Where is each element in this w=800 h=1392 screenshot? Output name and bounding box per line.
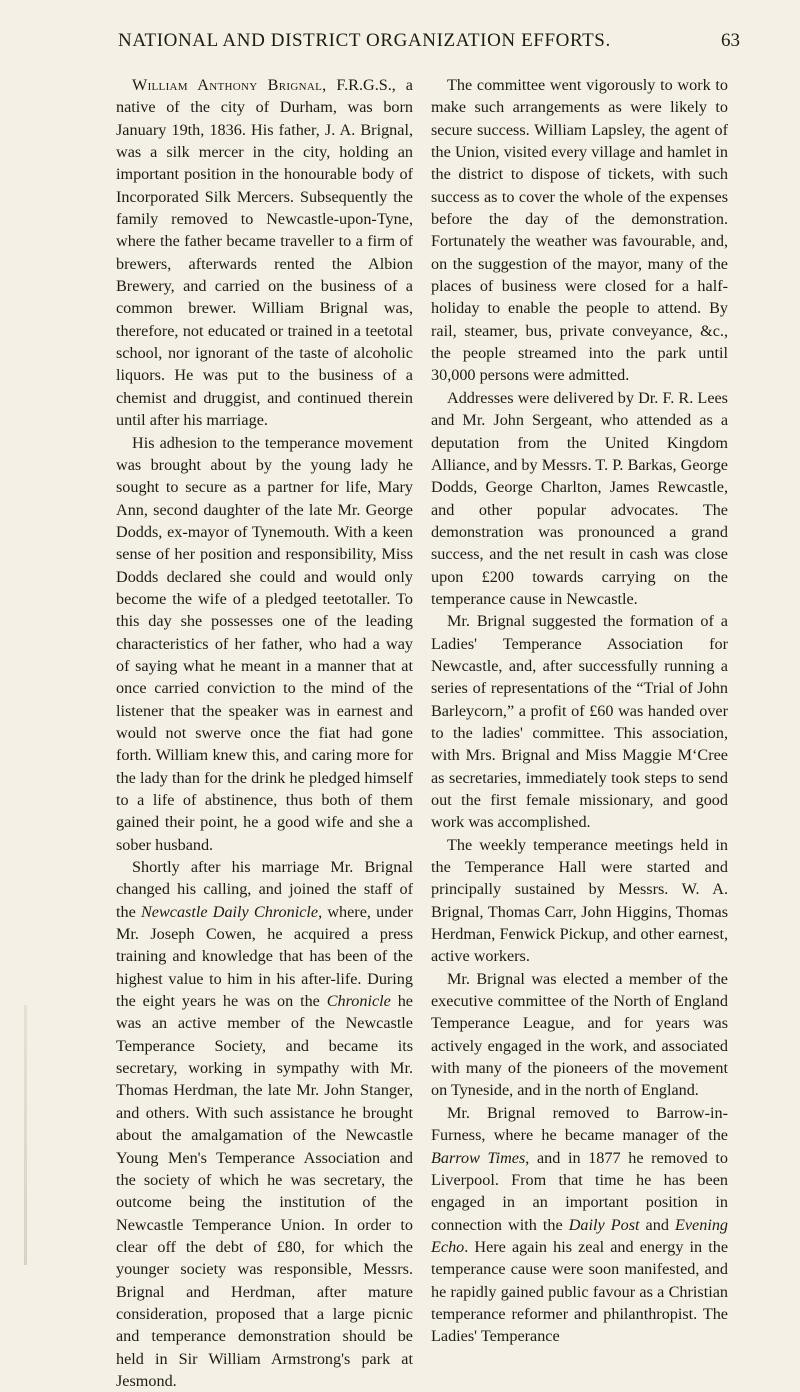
running-title: NATIONAL AND DISTRICT ORGANIZATION EFFORTS.: [118, 30, 611, 51]
paragraph-text: , where, under Mr. Joseph Cowen, he acquired a press training and knowledge that has been of the highest value to him in his after-life. During the eight years he was on the: [116, 902, 413, 1011]
page-number: 63: [721, 30, 740, 51]
paragraph-text: , and in 1877 he removed to Liverpool. From that time he has been engaged in an important position in connection with the: [431, 1148, 729, 1234]
paragraph-text: F.R.G.S., a native of the city of Durham, was born January 19th, 1836. His father, J. A. Brignal, was a silk mercer in the city, holding an important position in the honourable body of Incorporated Silk Mercers. Subsequently the family removed to Newcastle-upon-Tyne, where the father became traveller to a firm of brewers, afterwards rented the Albion Brewery, and carried on the business of a common brewer. William Brignal was, therefore, not educated or trained in a teetotal school, nor ignorant of the taste of alcoholic liquors. He was put to the business of a chemist and druggist, and continued therein until after his marriage.: [116, 76, 413, 430]
paragraph-text: Shortly after his marriage Mr. Brignal changed his calling, and joined the staff of the: [116, 858, 413, 921]
paragraph: [116, 856, 413, 1392]
paragraph-text: and: [639, 1215, 675, 1234]
paragraph: Mr. Brignal was elected a member of the executive committee of the North of England Temperance League, and for years was actively engaged in the work, and associated with many of the pioneers of the movement on Tyneside, and in the north of England.: [431, 969, 728, 1100]
paragraph: [116, 74, 413, 432]
paragraph: Addresses were delivered by Dr. F. R. Lees and Mr. John Sergeant, who attended as a deputation from the United Kingdom Alliance, and by Messrs. T. P. Barkas, George Dodds, George Charlton, James Rewcastle, and other popular advocates. The demonstration was pronounced a grand success, and the net result in cash was close upon £200 towards carrying on the temperance cause in Newcastle.: [431, 388, 728, 608]
running-header: [118, 30, 740, 64]
page-edge-shadow: [24, 1005, 27, 1265]
left-column: [116, 74, 413, 1392]
newspaper-title: Newcastle Daily Chronicle: [141, 902, 319, 921]
paragraph: The weekly temperance meetings held in the Temperance Hall were started and principally sustained by Messrs. W. A. Brignal, Thomas Carr, John Higgins, Thomas Herdman, Fenwick Pickup, and other earnest, active workers.: [431, 835, 728, 966]
paragraph-text: Mr. Brignal removed to Barrow-in-Furness, where he became manager of the: [431, 1103, 728, 1145]
newspaper-title: Chronicle: [326, 992, 391, 1011]
paragraph: The committee went vigorously to work to make such arrangements as were likely to secure success. William Lapsley, the agent of the Union, visited every village and hamlet in the district to dispose of tickets, with such success as to cover the whole of the expenses before the day of the demonstration. Fortunately the weather was favourable, and, on the suggestion of the mayor, many of the places of business were closed for a half-holiday to enable the people to attend. By rail, steamer, bus, private conveyance, &c., the people streamed into the park until 30,000 persons were admitted.: [431, 76, 728, 385]
newspaper-title: Evening Echo: [431, 1215, 729, 1256]
right-column: [431, 74, 728, 1348]
paragraph: His adhesion to the temperance movement was brought about by the young lady he sought to secure as a partner for life, Mary Ann, second daughter of the late Mr. George Dodds, ex-mayor of Tynemouth. With a keen sense of her position and responsibility, Miss Dodds declared she could and would only become the wife of a pledged teetotaller. To this day she possesses one of the leading characteristics of her father, who had a way of saying what he meant in a manner that at once carried conviction to the mind of the listener that the speaker was in earnest and would not swerve once the fiat had gone forth. William knew this, and caring more for the lady than for the drink he pledged himself to a life of abstinence, thus both of them gained their point, he a good wife and she a sober husband.: [116, 433, 413, 854]
paragraph: Mr. Brignal suggested the formation of a Ladies' Temperance Association for Newcastle, and, after successfully running a series of representations of the “Trial of John Barleycorn,” a profit of £60 was handed over to the ladies' committee. This association, with Mrs. Brignal and Miss Maggie M‘Cree as secretaries, immediately took steps to send out the first female missionary, and good work was accomplished.: [431, 612, 728, 832]
paragraph-text: he was an active member of the Newcastle Temperance Society, and became its secretary, working in sympathy with Mr. Thomas Herdman, the late Mr. John Stanger, and others. With such assistance he brought about the amalgamation of the Newcastle Young Men's Temperance Association and the society of which he was secretary, the outcome being the institution of the Newcastle Temperance Union. In order to clear off the debt of £80, for which the younger society was responsible, Messrs. Brignal and Herdman, after mature consideration, proposed that a large picnic and temperance demonstration should be held in Sir William Armstrong's park at Jesmond.: [116, 992, 413, 1390]
newspaper-title: Barrow Times: [431, 1148, 526, 1167]
paragraph-text: . Here again his zeal and energy in the temperance cause were soon manifested, and he rapidly gained public favour as a Christian temperance reformer and philanthropist. The Ladies' Temperance: [431, 1237, 728, 1346]
subject-name: William Anthony Brignal,: [132, 76, 327, 94]
newspaper-title: Daily Post: [568, 1215, 640, 1234]
paragraph: [431, 1102, 728, 1348]
